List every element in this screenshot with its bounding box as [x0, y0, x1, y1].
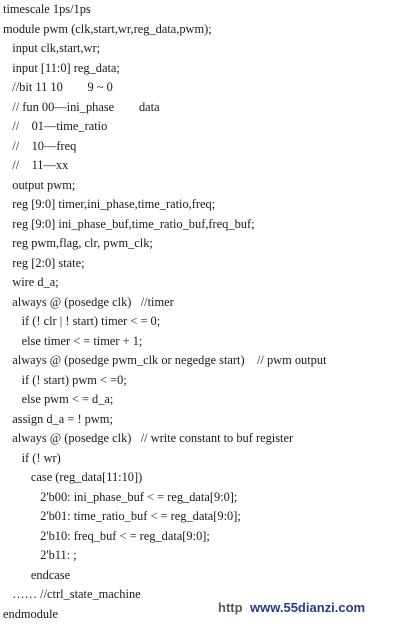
code-line: timescale 1ps/1ps: [3, 2, 91, 16]
code-line: always @ (posedge clk) // write constant to buf register: [3, 431, 294, 445]
code-line: output pwm;: [3, 177, 76, 192]
code-line: case (reg_data[11:10]): [3, 470, 143, 484]
code-line: reg pwm,flag, clr, pwm_clk;: [3, 236, 153, 250]
code-line: endmodule: [3, 606, 59, 621]
code-line: reg [9:0] ini_phase_buf,time_ratio_buf,freq_buf;: [3, 216, 255, 231]
code-line: 2'b00: ini_phase_buf < = reg_data[9:0];: [3, 489, 238, 504]
code-line: reg [9:0] timer,ini_phase,time_ratio,freq;: [3, 197, 216, 211]
code-line: if (! start) pwm < =0;: [3, 372, 127, 387]
code-line: if (! wr): [3, 450, 61, 465]
code-line: input [11:0] reg_data;: [3, 60, 120, 75]
code-line: always @ (posedge clk) //timer: [3, 294, 174, 309]
code-line: // 11—xx: [3, 158, 69, 172]
code-line: module pwm (clk,start,wr,reg_data,pwm);: [3, 21, 212, 36]
code-line: endcase: [3, 567, 71, 582]
watermark-http: http: [218, 600, 243, 615]
code-line: //bit 11 10 9 ~ 0: [3, 80, 113, 94]
code-line: input clk,start,wr;: [3, 41, 101, 55]
code-line: 2'b11: ;: [3, 548, 77, 562]
code-line: reg [2:0] state;: [3, 255, 85, 270]
code-line: else timer < = timer + 1;: [3, 333, 143, 348]
code-line: else pwm < = d_a;: [3, 392, 114, 406]
code-line: 2'b01: time_ratio_buf < = reg_data[9:0];: [3, 509, 241, 523]
code-line: 2'b10: freq_buf < = reg_data[9:0];: [3, 528, 210, 543]
code-line: always @ (posedge pwm_clk or negedge start) // pwm output: [3, 353, 327, 367]
code-line: // fun 00—ini_phase data: [3, 99, 160, 114]
code-line: // 01—time_ratio: [3, 119, 108, 133]
watermark-url: www.55dianzi.com: [250, 600, 366, 615]
code-line: …… //ctrl_state_machine: [3, 587, 141, 601]
code-line: assign d_a = ! pwm;: [3, 411, 113, 426]
code-line: // 10—freq: [3, 138, 77, 153]
code-line: wire d_a;: [3, 275, 59, 289]
code-line: if (! clr | ! start) timer < = 0;: [3, 314, 161, 328]
